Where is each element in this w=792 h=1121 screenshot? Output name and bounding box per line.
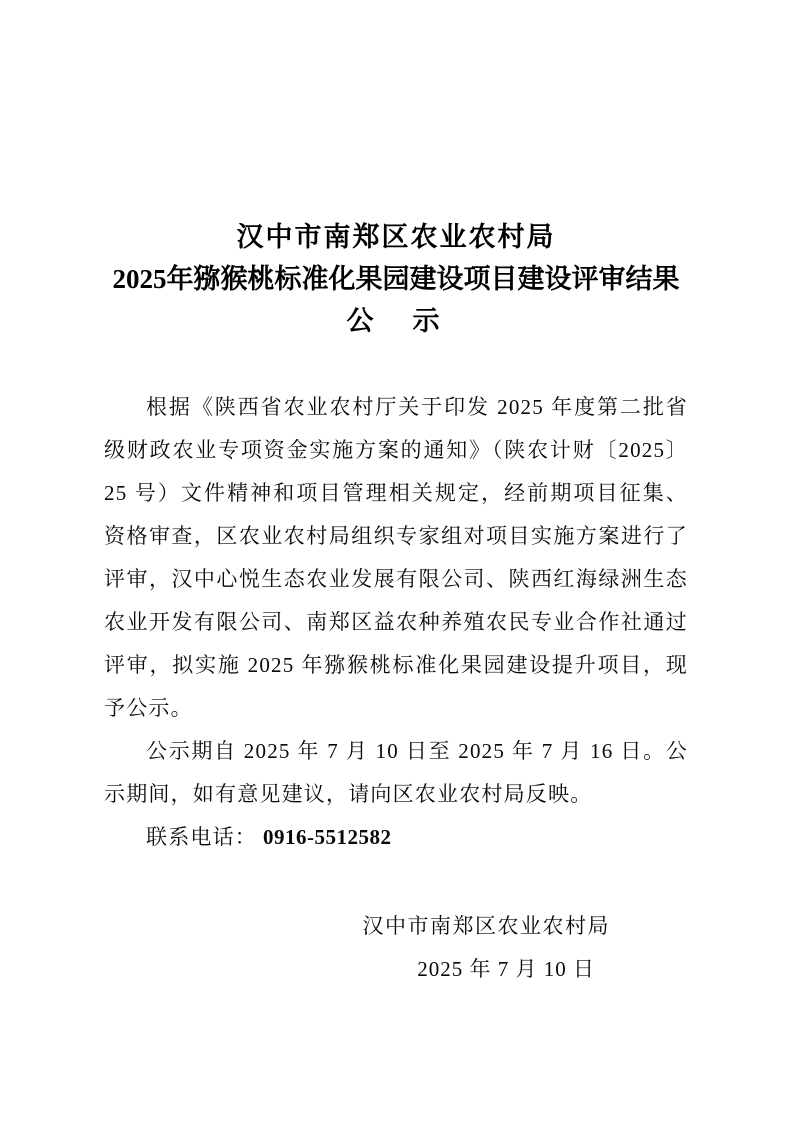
contact-label: 联系电话： — [146, 825, 257, 849]
signature-organization: 汉中市南郑区农业农村局 — [362, 914, 610, 938]
title-line-project: 2025年猕猴桃标准化果园建设项目建设评审结果 — [112, 264, 680, 294]
paragraph-basis: 根据《陕西省农业农村厅关于印发 2025 年度第二批省级财政农业专项资金实施方案的通知》（陕农计财〔2025〕25 号）文件精神和项目管理相关规定，经前期项目征集、资格审查，区农业农村局组织专家组对项目实施方案进行了评审，汉中心悦生态农业发展有限公司、陕西红海绿洲生态农业开发有限公司、南郑区益农种养殖农民专业合作社通过评审，拟实施 2025 年猕猴桃标准化果园建设提升项目，现予公示。 — [104, 395, 688, 720]
signature-block — [104, 905, 688, 991]
title-line-notice: 公 示 — [346, 306, 446, 336]
paragraph-publicity-period: 公示期自 2025 年 7 月 10 日至 2025 年 7 月 16 日。公示期间，如有意见建议，请向区农业农村局反映。 — [104, 739, 688, 806]
document-title — [104, 216, 688, 342]
contact-phone-number: 0916-5512582 — [263, 825, 392, 849]
signature-date: 2025 年 7 月 10 日 — [417, 957, 595, 981]
contact-line — [104, 816, 688, 859]
title-line-org: 汉中市南郑区农业农村局 — [236, 222, 556, 252]
document-body — [104, 386, 688, 859]
